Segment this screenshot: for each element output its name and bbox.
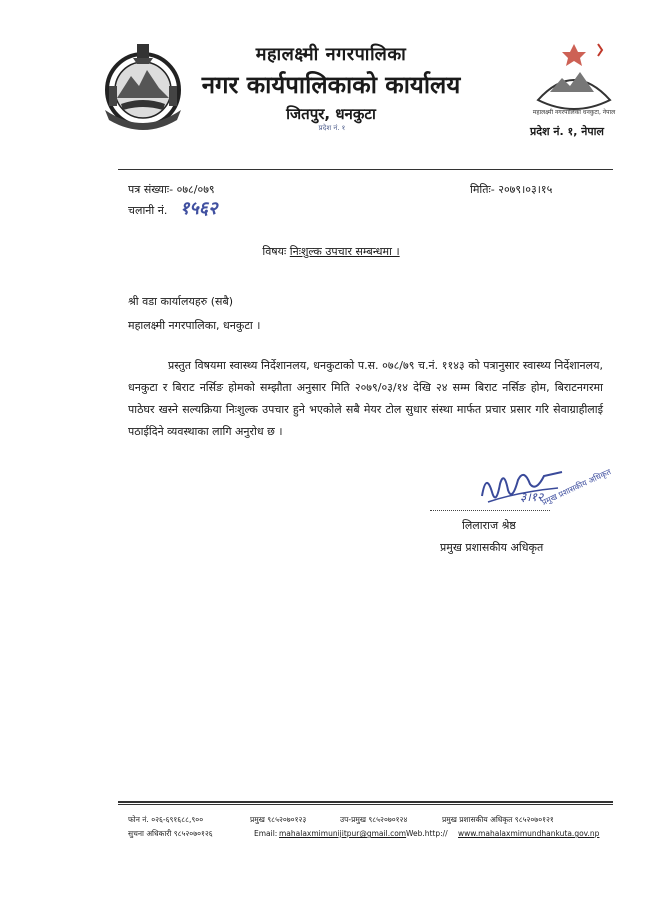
footer-divider — [118, 801, 613, 803]
province-label: प्रदेश नं. १, नेपाल — [530, 125, 604, 138]
footer-deputy: उप-प्रमुख ९८५२०७०१२४ — [340, 815, 408, 824]
footer-email-link[interactable] — [279, 829, 406, 838]
municipality-name: महालक्ष्मी नगरपालिका — [255, 44, 407, 65]
letter-date: मितिः- २०७९।०३।१५ — [470, 183, 553, 196]
addressee-line-1: श्री वडा कार्यालयहरु (सबै) — [128, 295, 234, 308]
signatory-name: लिलाराज श्रेष्ठ — [462, 519, 516, 532]
footer-web-label: Web.http:// — [406, 829, 448, 838]
office-address: जितपुर, धनकुटा — [286, 105, 376, 123]
footer-phone: फोन नं. ०२६-६९१६८८,९०० — [128, 815, 204, 824]
footer-info-officer: सुचना अधिकारी ९८५२०७०१२६ — [128, 829, 213, 838]
dispatch-number-value: १५६२ — [180, 198, 218, 219]
footer-web[interactable]: www.mahalaxmimundhankuta.gov.np — [458, 829, 600, 838]
letter-body: प्रस्तुत विषयमा स्वास्थ्य निर्देशानलय, धनकुटाको प.स. ०७८/७९ च.नं. ११४३ को पत्रानुसार स्वास्थ्य निर्देशानलय, धनकुटा र बिराट नर्सिङ होमको सम्झौता अनुसार मिति २०७९/०३/१४ देखि २४ सम्म बिराट नर्सिङ होम, बिराटनगरमा पाठेघर खस्ने सल्यक्रिया निःशुल्क उपचार हुने भएकोले सबै मेयर टोल सुधार संस्था मार्फत प्रचार प्रसार गरि सेवाग्राहीलाई पठाईदिने व्यवस्थाका लागि अनुरोध छ । — [128, 359, 603, 438]
subject-line — [0, 244, 662, 259]
footer-divider-thin — [118, 804, 613, 805]
dispatch-number-label: चलानी नं. — [128, 204, 168, 217]
header-divider — [118, 169, 613, 170]
subject-label: विषयः — [262, 245, 287, 258]
footer-email[interactable]: mahalaxmimunijitpur@gmail.com — [279, 829, 407, 838]
mini-stamp-text: प्रदेश नं. १ — [318, 124, 346, 132]
official-stamp: प्रमुख प्रशासकीय अधिकृत — [540, 467, 613, 508]
municipality-logo-icon — [528, 40, 620, 122]
addressee-line-2: महालक्ष्मी नगरपालिका, धनकुटा । — [128, 319, 261, 332]
footer-web-link[interactable] — [458, 829, 599, 838]
footer-cao: प्रमुख प्रशासकीय अधिकृत ९८५२०७०१२१ — [442, 815, 554, 824]
signature-date-note: ३।१२ — [520, 490, 544, 504]
logo-text: महालक्ष्मी नगरपालिका धनकुटा, नेपाल — [532, 109, 616, 116]
signature-line — [430, 510, 550, 511]
subject-text: निःशुल्क उपचार सम्बन्धमा । — [289, 245, 400, 258]
footer-email-label: Email: — [254, 829, 278, 838]
office-name: नगर कार्यपालिकाको कार्यालय — [201, 71, 461, 99]
signatory-designation: प्रमुख प्रशासकीय अधिकृत — [440, 541, 544, 554]
letter-number: पत्र संख्याः- ०७८/०७९ — [128, 183, 215, 196]
footer-chief: प्रमुख ९८५२०७०१२३ — [250, 815, 307, 824]
